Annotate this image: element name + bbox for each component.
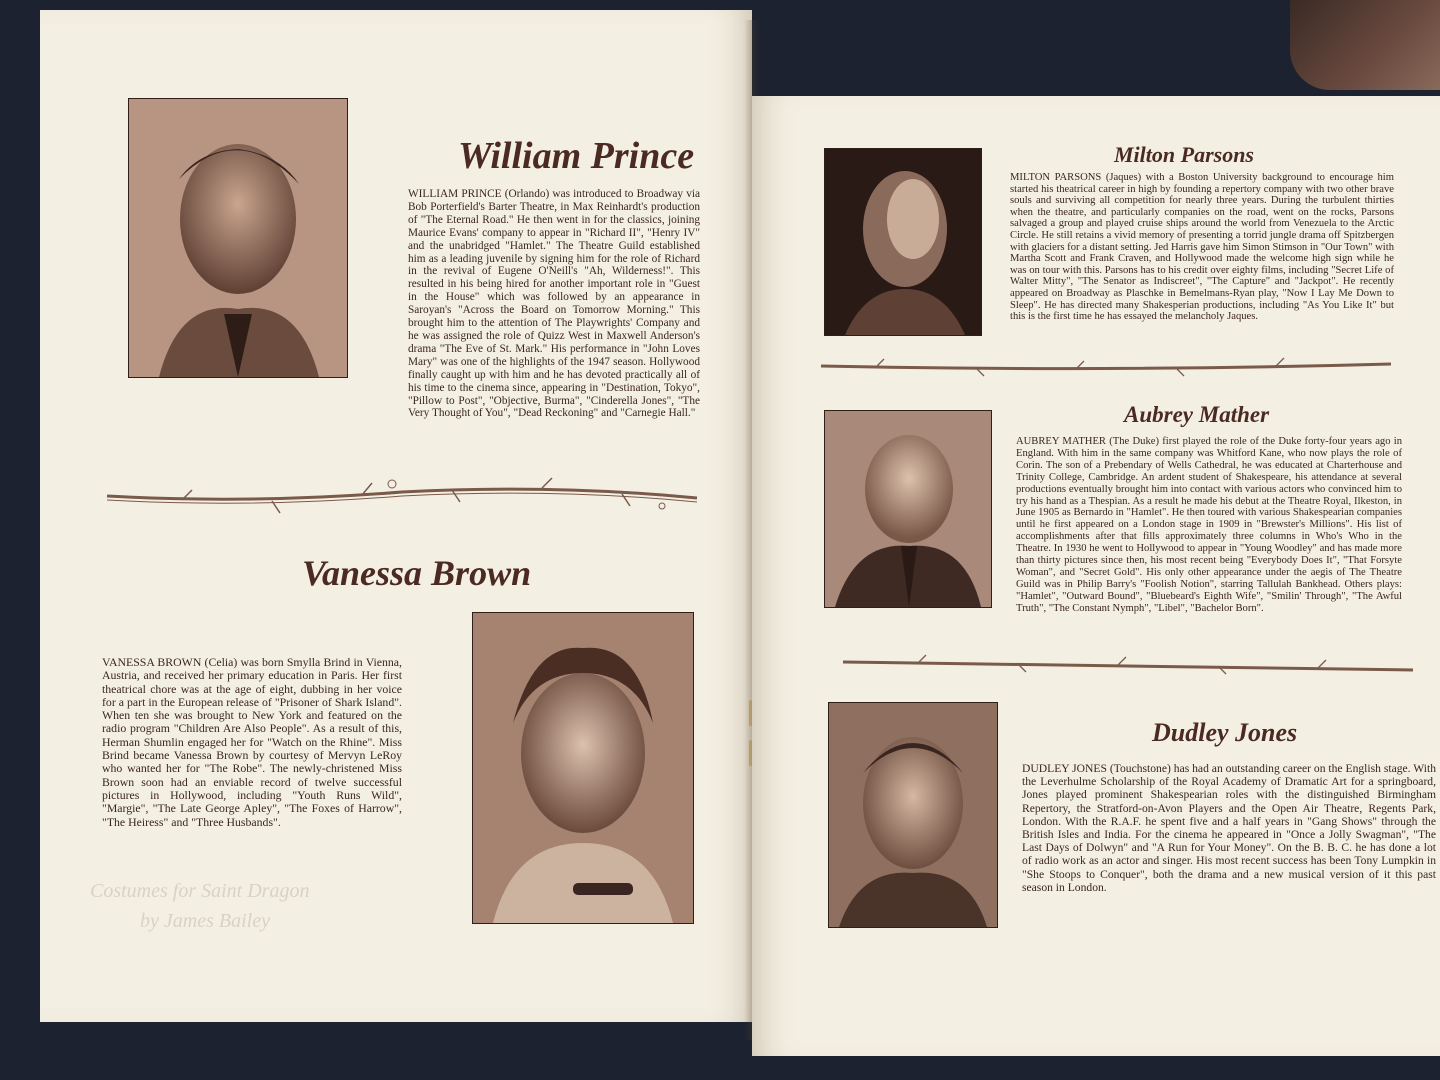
show-through-text-1: Costumes for Saint Dragon bbox=[90, 880, 310, 902]
milton-parsons-photo bbox=[824, 148, 982, 336]
milton-parsons-bio: MILTON PARSONS (Jaques) with a Boston University background to encourage him started his theatrical career in high by founding a repertory company with two other brave souls and surviving all competition for nearly three years. During the turbulent thirties when the theatre, and particularly companies on the road, went on the rocks, Parsons salvaged a group and played cruise ships around the world from Venezuela to the Arctic Circle. He still retains a vivid memory of presenting a torrid jungle drama off Spitzbergen with glaciers for a distant setting. Jed Harris gave him Simon Stimson in "Our Town" with Martha Scott and Frank Craven, and Hollywood made the welcome high sign while he was on tour with this. Parsons has to his credit over eighty films, including "Secret Life of Walter Mitty", "The Senator as Indiscreet", "The Capture" and "Jackpot". He recently appeared on Broadway as Plaschke in Bemelmans-Ryan play, "Now I Lay Me Down to Sleep". He has directed many Shakesperian productions, including "As You Like It" but this is the first time he has essayed the melancholy Jaques. bbox=[1010, 172, 1394, 323]
william-prince-name: William Prince bbox=[458, 135, 695, 177]
aubrey-mather-bio: AUBREY MATHER (The Duke) first played the role of the Duke forty-four years ago in England. With him in the same company was Whitford Kane, who now plays the role of Corin. The son of a Prebendary of Wells Cathedral, he was educated at Charterhouse and Trinity College, Cambridge. An ardent student of Shakespeare, his attendance at several productions eventually brought him into contact with various actors who convinced him to try his hand as a Thespian. As a result he made his debut at the Theatre Royal, Ilkeston, in June 1905 as Bernardo in "Hamlet". He then toured with various Shakespearian companies until he first appeared on a London stage in 1909 in "Brewster's Millions". His list of accomplishments after that fills approximately three columns in Who's Who in the Theatre. In 1930 he went to Hollywood to appear in "Young Woodley" and has made more than thirty pictures since then, his most recent being "Everybody Does It", "That Forsyte Woman", and "Secret Gold". His only other appearance under the aegis of The Theatre Guild was in Philip Barry's "Foolish Notion", starring Tallulah Bankhead. Others plays: "Hamlet", "Outward Bound", "Bluebeard's Eighth Wife", "Smilin' Through", "The Awful Truth", "The Constant Nymph", "Libel", "Bachelor Born". bbox=[1016, 436, 1402, 614]
vanessa-brown-photo bbox=[472, 612, 694, 924]
milton-parsons-name: Milton Parsons bbox=[1114, 142, 1254, 167]
dudley-jones-bio: DUDLEY JONES (Touchstone) has had an outstanding career on the English stage. With the Leverhulme Scholarship of the Royal Academy of Dramatic Art for a springboard, Jones played prominent Shakespearian roles with the distinguished Birmingham Repertory, the Stratford-on-Avon Players and the Open Air Theatre, Regents Park, London. With the R.A.F. he spent five and a half years in "Gang Shows" through the British Isles and India. For the cinema he appeared in "Once a Jolly Swagman", "The Last Days of Dolwyn" and "A Run for Your Money". On the B. B. C. he has done a lot of radio work as an actor and singer. His most recent success has been Tony Lumpkin in "She Stoops to Conquer", both the drama and a new musical version of it this past season in London. bbox=[1022, 762, 1436, 894]
aubrey-mather-photo bbox=[824, 410, 992, 608]
william-prince-photo bbox=[128, 98, 348, 378]
branch-divider bbox=[838, 652, 1418, 678]
william-prince-bio: WILLIAM PRINCE (Orlando) was introduced to Broadway via Bob Porterfield's Barter Theatre, in Max Reinhardt's production of "The Eternal Road." He then went in for the classics, joining Maurice Evans' company to appear in "Richard II", "Henry IV" and the unabridged "Hamlet." The Theatre Guild established him as a leading juvenile by signing him for the role of Richard in the revival of Eugene O'Neill's "Ah, Wilderness!". This resulted in his being hired for another important role in "Guest in the House" which was followed by an appearance in Saroyan's "Across the Board on Tomorrow Morning." This brought him to the attention of The Playwrights' Company and he was assigned the role of Quizz West in Maxwell Anderson's drama "The Eve of St. Mark." His performance in "John Loves Mary" was one of the highlights of the 1947 season. Hollywood finally caught up with him and he has devoted practically all of his time to the cinema since, appearing in "Destination, Tokyo", "Pillow to Post", "Objective, Burma", "Cinderella Jones", "The Very Thought of You", "Dead Reckoning" and "Carnegie Hall." bbox=[408, 188, 700, 420]
right-page bbox=[752, 96, 1440, 1056]
background-fabric bbox=[1290, 0, 1440, 90]
branch-divider bbox=[102, 476, 702, 522]
vanessa-brown-name: Vanessa Brown bbox=[302, 553, 532, 593]
branch-divider bbox=[816, 354, 1396, 380]
dudley-jones-photo bbox=[828, 702, 998, 928]
aubrey-mather-name: Aubrey Mather bbox=[1124, 402, 1270, 427]
show-through-text-2: by James Bailey bbox=[140, 910, 270, 932]
dudley-jones-name: Dudley Jones bbox=[1152, 718, 1298, 747]
vanessa-brown-bio: VANESSA BROWN (Celia) was born Smylla Brind in Vienna, Austria, and received her primary education in Paris. Her first theatrical chore was at the age of eight, dubbing in her voice for a part in the European release of "Prisoner of Shark Island". When ten she was brought to New York and featured on the radio program "Children Are Also People". As a result of this, Herman Shumlin engaged her for "Watch on the Rhine". Miss Brind became Vanessa Brown by courtesy of Mervyn LeRoy who wanted her for "The Robe". The newly-christened Miss Brown soon had an enviable record of twelve successful pictures in Hollywood, including "Youth Runs Wild", "Margie", "The Late George Apley", "The Foxes of Harrow", "The Heiress" and "Three Husbands". bbox=[102, 655, 402, 829]
left-page bbox=[40, 10, 752, 1022]
